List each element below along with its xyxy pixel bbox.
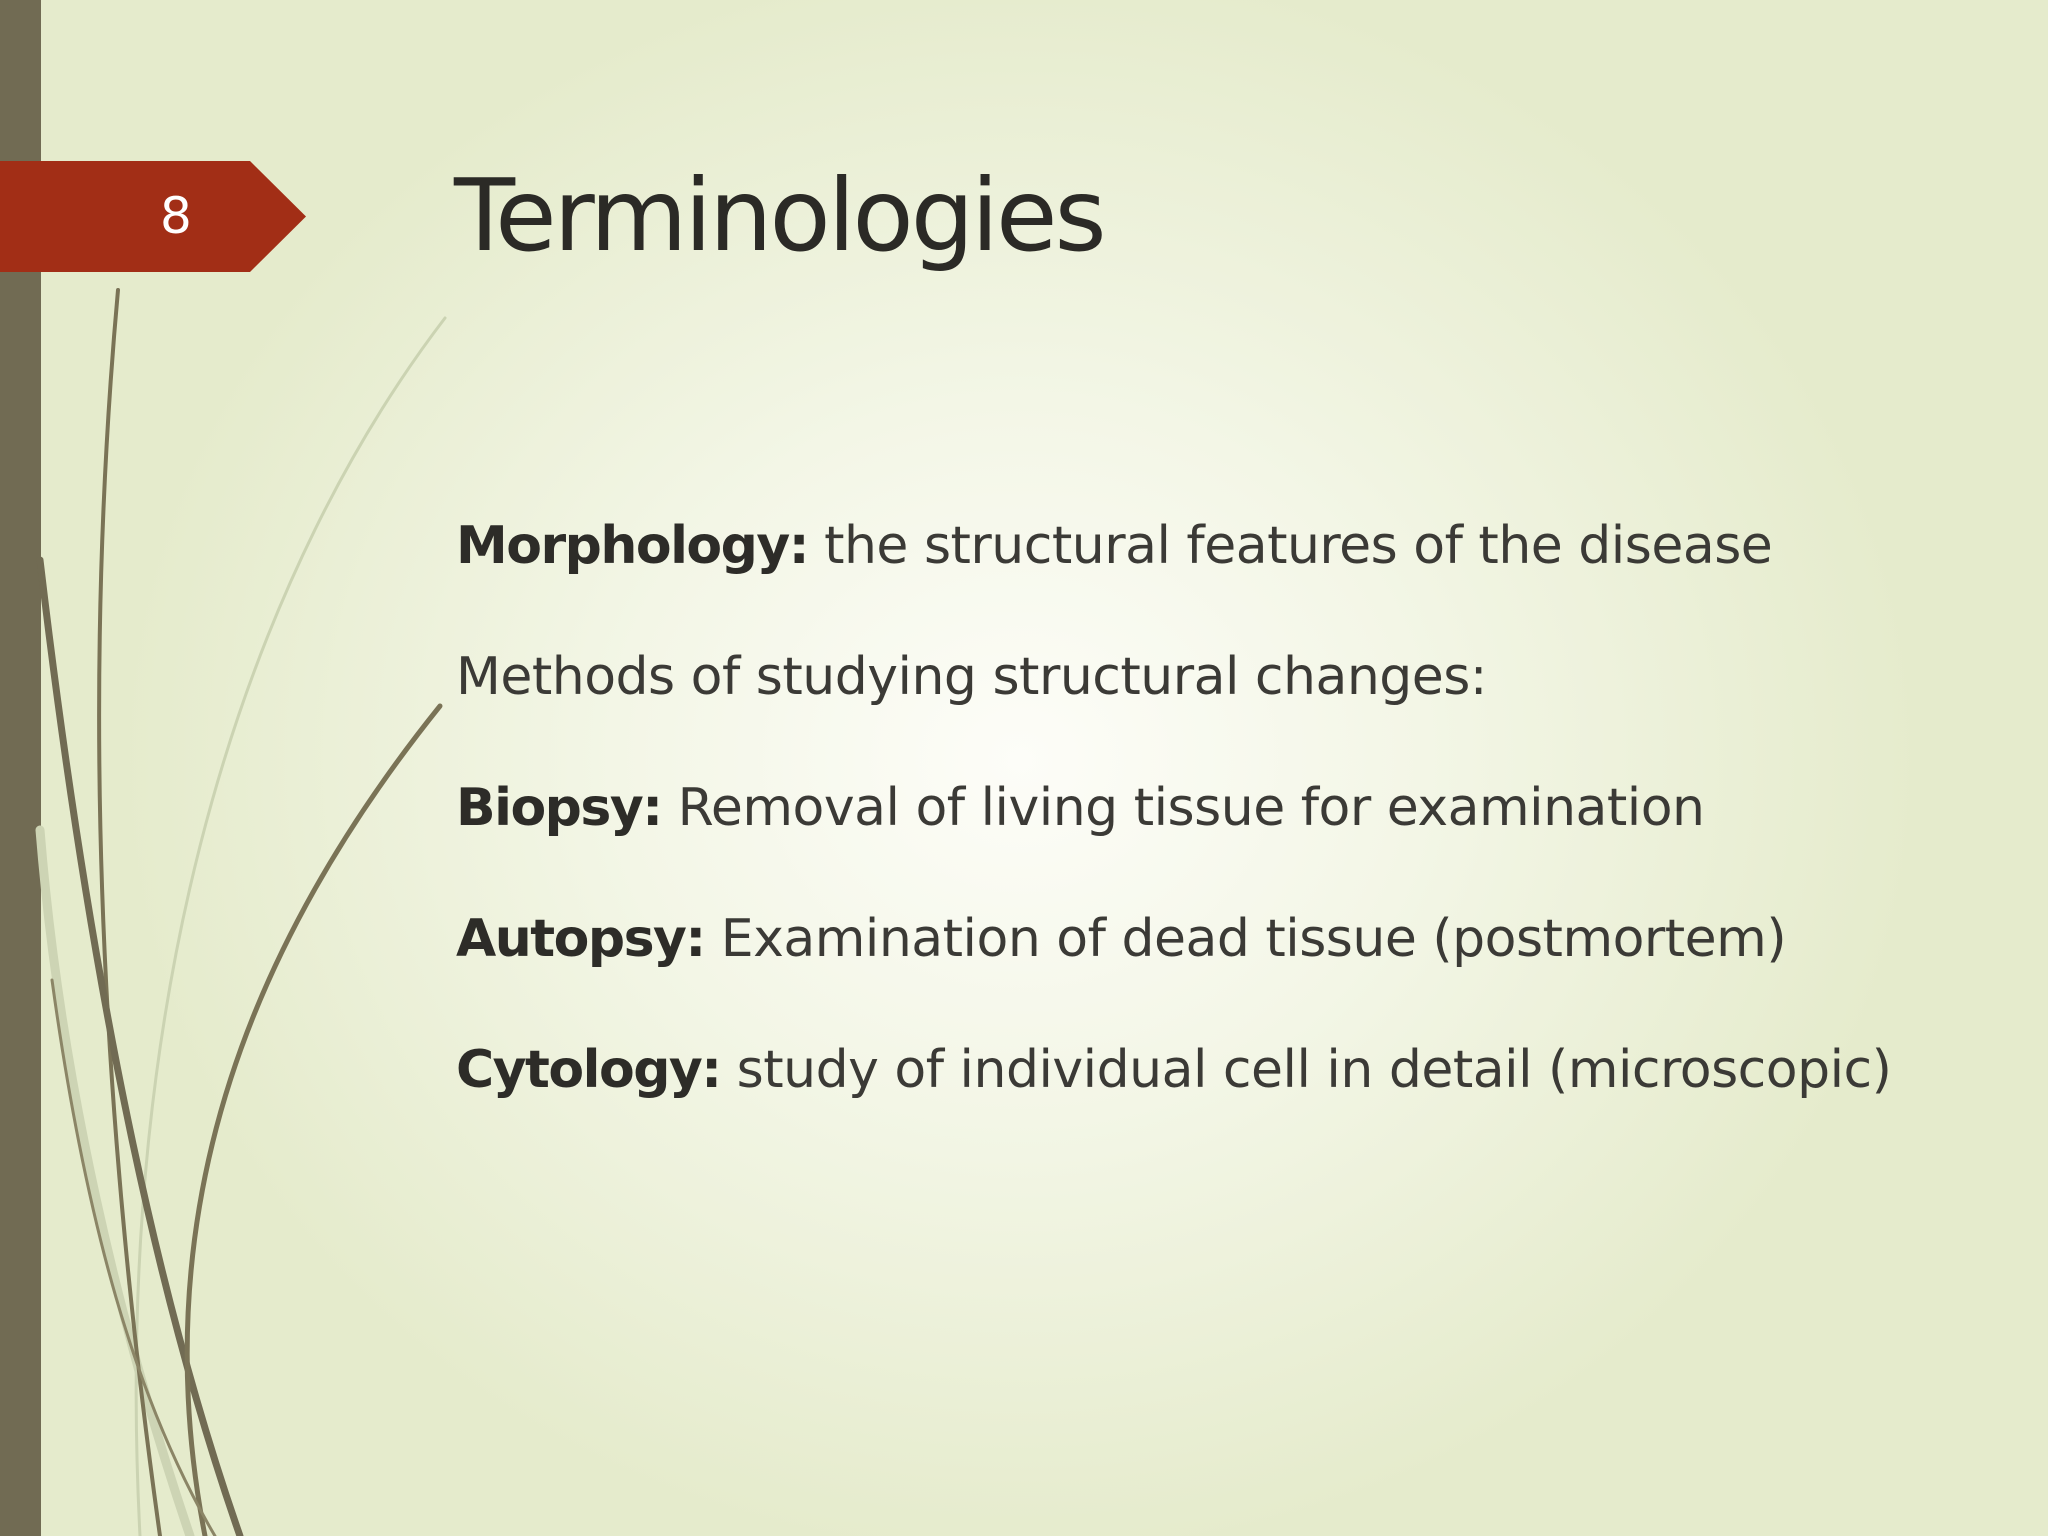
slide-body — [456, 506, 2016, 1161]
cytology-definition: study of individual cell in detail (microscopic) — [720, 1040, 1892, 1100]
biopsy-definition: Removal of living tissue for examination — [661, 778, 1705, 838]
autopsy-definition: Examination of dead tissue (postmortem) — [704, 909, 1787, 969]
autopsy-term: Autopsy: — [456, 909, 705, 969]
cytology-line — [456, 1030, 2016, 1161]
morphology-term: Morphology: — [456, 516, 809, 576]
morphology-line — [456, 506, 2016, 637]
slide-number-tab — [0, 161, 306, 272]
autopsy-line — [456, 899, 2016, 1030]
slide-title: Terminologies — [454, 157, 1104, 274]
morphology-definition: the structural features of the disease — [808, 516, 1773, 576]
slide-number: 8 — [160, 187, 192, 245]
methods-heading-text: Methods of studying structural changes: — [456, 647, 1487, 707]
biopsy-term: Biopsy: — [456, 778, 662, 838]
cytology-term: Cytology: — [456, 1040, 721, 1100]
biopsy-line — [456, 768, 2016, 899]
methods-heading — [456, 637, 2016, 768]
